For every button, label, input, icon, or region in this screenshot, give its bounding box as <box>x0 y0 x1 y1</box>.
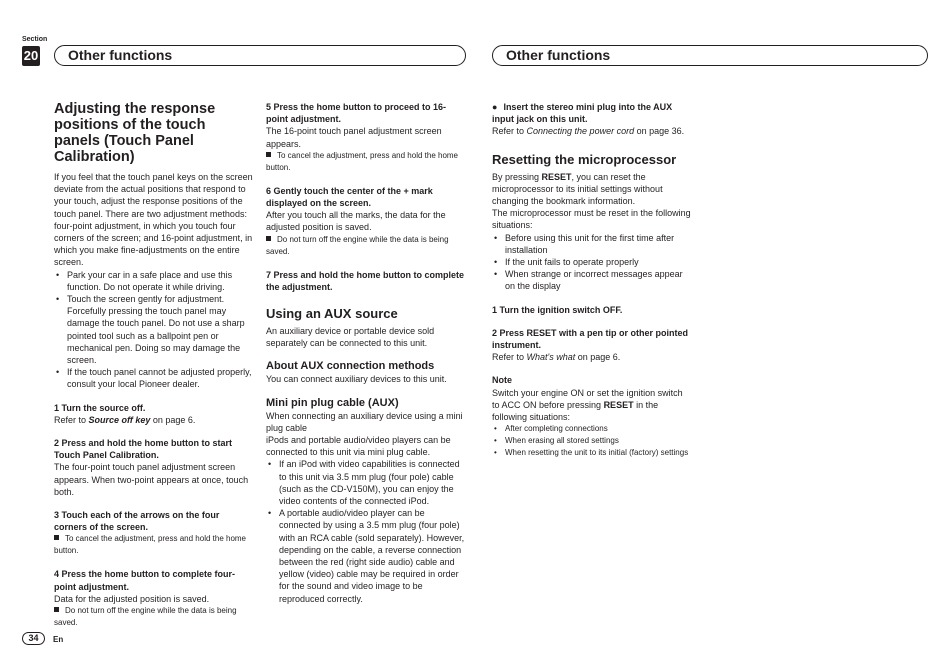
step-2-text: The four-point touch panel adjustment screen appears. When two-point appears at once, touch both. <box>54 462 249 497</box>
language-label: En <box>53 635 64 644</box>
step-7-heading: 7 Press and hold the home button to complete the adjustment. <box>266 269 465 292</box>
step-4-heading: 4 Press the home button to complete four-point adjustment. <box>54 569 236 592</box>
step-5-note: To cancel the adjustment, press and hold the home button. <box>266 150 458 172</box>
step-1-ref: Refer to Source off key on page 6. <box>54 414 196 425</box>
reset-text-2: The microprocessor must be reset in the following situations: <box>492 208 691 231</box>
column-1 <box>54 101 253 629</box>
step-4-note: Do not turn off the engine while the data is being saved. <box>54 606 237 628</box>
reset-step-2-heading: 2 Press RESET with a pen tip or other pointed instrument. <box>492 327 689 351</box>
note-text: Switch your engine ON or set the ignition switch to ACC ON before pressing RESET in the following situations: <box>492 387 683 423</box>
list-item: • If an iPod with video capabilities is connected to this unit via 3.5 mm plug (four pole) cable (such as the CD-V150M), you can enjoy the video contents of the connected iPod. <box>266 458 466 507</box>
step-1-heading: 1 Turn the source off. <box>54 402 146 413</box>
power-cord-ref: Connecting the power cord <box>526 126 635 137</box>
left-header: Other functions <box>54 45 466 66</box>
page-number: 34 <box>22 632 45 645</box>
step-5-heading: 5 Press the home button to proceed to 16-point adjustment. <box>266 102 447 125</box>
calibration-bullets <box>54 269 253 391</box>
list-item: • A portable audio/video player can be connected by using a 3.5 mm plug (four pole) with an RCA cable (sold separately). However, depending on the cable, a reverse connection between the red (right side audio) cable and yellow (video) cable may be required in order for the sound and video image to be reproduced correctly. <box>266 507 466 605</box>
mini-plug-text-2: iPods and portable audio/video players can be connected to this unit via mini plug cable. <box>266 435 451 458</box>
section-number: 20 <box>22 46 40 66</box>
step-6-note: Do not turn off the engine while the data is being saved. <box>266 234 449 256</box>
step-4-text: Data for the adjusted position is saved. <box>54 593 210 604</box>
reset-bullets <box>492 232 692 293</box>
column-2 <box>266 101 466 605</box>
square-bullet-icon <box>266 152 271 157</box>
step-3-note: To cancel the adjustment, press and hold the home button. <box>54 534 246 556</box>
step-3-heading: 3 Touch each of the arrows on the four corners of the screen. <box>54 510 220 533</box>
bullet-icon: ● <box>492 102 498 112</box>
step-2-heading: 2 Press and hold the home button to start Touch Panel Calibration. <box>54 438 233 461</box>
list-item: • After completing connections <box>492 423 692 435</box>
aux-methods-text: You can connect auxiliary devices to this unit. <box>266 374 447 385</box>
mini-plug-text-1: When connecting an auxiliary device using a mini plug cable <box>266 410 463 433</box>
reset-text-1: By pressing RESET, you can reset the microprocessor to its initial settings without changing the bookmark information. <box>492 171 663 207</box>
reset-step-1-heading: 1 Turn the ignition switch OFF. <box>492 304 623 315</box>
insert-plug-ref: Refer to Connecting the power cord on page 36. <box>492 126 685 137</box>
mini-plug-bullets <box>266 458 466 604</box>
reset-title: Resetting the microprocessor <box>492 151 677 167</box>
list-item: • When resetting the unit to its initial (factory) settings <box>492 447 692 459</box>
step-5-text: The 16-point touch panel adjustment screen appears. <box>266 126 442 149</box>
right-header: Other functions <box>492 45 928 66</box>
aux-methods-title: About AUX connection methods <box>266 360 435 373</box>
source-off-key-ref: Source off key <box>88 414 151 425</box>
step-6-text: After you touch all the marks, the data for the adjusted position is saved. <box>266 210 446 233</box>
calibration-title: Adjusting the response positions of the touch panels (Touch Panel Calibration) <box>54 101 216 165</box>
list-item: • When erasing all stored settings <box>492 435 692 447</box>
list-item: • Touch the screen gently for adjustment. Forcefully pressing the touch panel may damage the touch panel. Do not use a sharp pointed tool such as a ballpoint pen or mechanical pen. Doing so may damage the screen. <box>54 293 253 366</box>
list-item: • Park your car in a safe place and use this function. Do not operate it while driving. <box>54 269 253 293</box>
list-item: • If the unit fails to operate properly <box>492 256 692 268</box>
note-bullets <box>492 423 692 459</box>
list-item: • If the touch panel cannot be adjusted properly, consult your local Pioneer dealer. <box>54 366 253 390</box>
square-bullet-icon <box>54 607 59 612</box>
square-bullet-icon <box>54 535 59 540</box>
step-6-heading: 6 Gently touch the center of the + mark displayed on the screen. <box>266 185 433 209</box>
list-item: • Before using this unit for the first time after installation <box>492 232 692 256</box>
column-3 <box>492 101 692 459</box>
mini-plug-title: Mini pin plug cable (AUX) <box>266 396 399 409</box>
square-bullet-icon <box>266 236 271 241</box>
reset-step-2-ref: Refer to What's what on page 6. <box>492 352 621 363</box>
whats-what-ref: What's what <box>526 352 576 363</box>
section-label: Section <box>22 36 48 43</box>
aux-source-text: An auxiliary device or portable device sold separately can be connected to this unit. <box>266 326 435 349</box>
note-title: Note <box>492 375 512 386</box>
aux-source-title: Using an AUX source <box>266 306 398 322</box>
list-item: • When strange or incorrect messages appear on the display <box>492 268 692 292</box>
insert-plug-heading: ● Insert the stereo mini plug into the AUX input jack on this unit. <box>492 102 673 125</box>
calibration-intro: If you feel that the touch panel keys on the screen deviate from the actual positions that respond to your touch, adjust the response positions of the touch panel. There are two adjustment methods: four-point adjustment, in which you touch four corners of the screen; and 16-point adjustment, in which you make fine-adjustments on the entire screen. <box>54 172 253 268</box>
